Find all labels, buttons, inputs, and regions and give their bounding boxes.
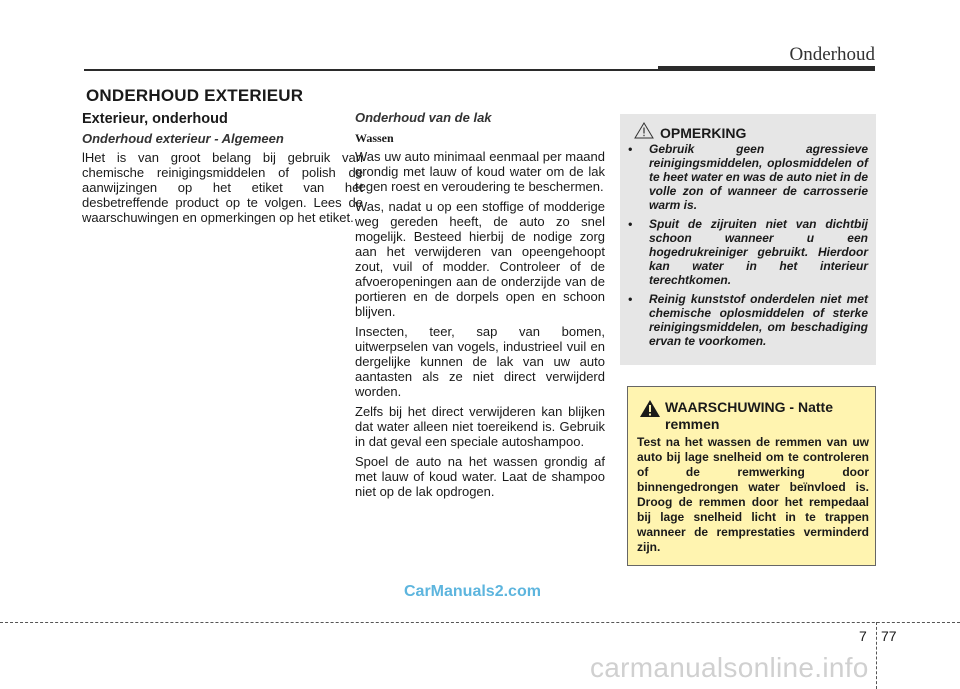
page-title: ONDERHOUD EXTERIEUR — [86, 86, 304, 105]
bullet: • — [628, 217, 633, 231]
warning-triangle-icon — [639, 399, 661, 423]
site-watermark: carmanualsonline.info — [590, 652, 869, 683]
paragraph-washing-4: Zelfs bij het direct verwijderen kan blijken dat water alleen niet toereikend is. Gebruik in dat geval een speciale autoshampoo. — [355, 404, 605, 449]
paragraph-washing-2: Was, nadat u op een stoffige of modderige weg gereden heeft, de auto zo snel mogelijk. Besteed hierbij de nodige zorg aan het verwijderen van opeengehoopt zout, vuil of modder. Controleer of de afvoeropeningen aan de onderzijde van de portieren en de dorpels open en schoon blijven. — [355, 199, 605, 319]
heading-paint-care: Onderhoud van de lak — [355, 110, 492, 125]
note-item: • Reinig kunststof onderdelen niet met chemische oplosmiddelen of sterke reinigingsmiddelen, om beschadiging ervan te voorkomen. — [628, 292, 868, 348]
column-general — [82, 112, 363, 230]
paragraph-general: lHet is van groot belang bij gebruik van chemische reinigingsmiddelen of polish de aanwijzingen op het etiket van het desbetreffende product op te volgen. Lees de waarschuwingen en opmerkingen op het etiket. — [82, 150, 363, 225]
paragraph-washing-3: Insecten, teer, sap van bomen, uitwerpselen van vogels, industrieel vuil en dergelijke kunnen de lak van uw auto aantasten als ze niet direct verwijderd worden. — [355, 324, 605, 399]
note-item: • Spuit de zijruiten niet van dichtbij schoon wanneer u een hogedrukreiniger gebruikt. Hierdoor kan water in het interieur terechtkomen. — [628, 217, 868, 287]
heading-exterior-maintenance: Exterieur, onderhoud — [82, 111, 228, 127]
note-title: OPMERKING — [660, 125, 747, 141]
paragraph-washing-1: Was uw auto minimaal eenmaal per maand grondig met lauw of koud water om de lak tegen roest en veroudering te beschermen. — [355, 149, 605, 194]
note-box — [620, 114, 876, 365]
warning-body: Test na het wassen de remmen van uw auto bij lage snelheid om te controleren of de remwerking door binnengedrongen water beïnvloed is. Droog de remmen door het rempedaal bij lage snelheid licht in te trappen wanneer de remprestaties verminderd zijn. — [637, 435, 869, 554]
column-paint-care — [355, 110, 605, 504]
header-rule — [84, 69, 658, 71]
paragraph-washing-5: Spoel de auto na het wassen grondig af met lauw of koud water. Laat de shampoo niet op de lak opdrogen. — [355, 454, 605, 499]
subheading-washing: Wassen — [355, 131, 394, 145]
warning-header — [639, 399, 869, 433]
section-label: Onderhoud — [789, 44, 875, 65]
note-item: • Gebruik geen agressieve reinigingsmiddelen, oplosmiddelen of te heet water en was de auto niet in de volle zon of wanneer de carrosserie warm is. — [628, 142, 868, 212]
note-list — [628, 142, 868, 353]
footer-divider — [876, 622, 877, 689]
page-number: 77 — [881, 628, 897, 644]
warning-title: WAARSCHUWING - Natte remmen — [665, 399, 833, 432]
bullet: • — [628, 142, 633, 156]
header-rule-accent — [658, 66, 875, 71]
footer-rule — [0, 622, 960, 623]
bullet: • — [628, 292, 633, 306]
chapter-number: 7 — [859, 628, 867, 644]
caution-triangle-icon — [634, 122, 654, 144]
watermark-link[interactable]: CarManuals2.com — [404, 583, 541, 600]
note-header — [634, 122, 746, 144]
subheading-general: Onderhoud exterieur - Algemeen — [82, 131, 284, 146]
warning-box — [627, 386, 876, 566]
